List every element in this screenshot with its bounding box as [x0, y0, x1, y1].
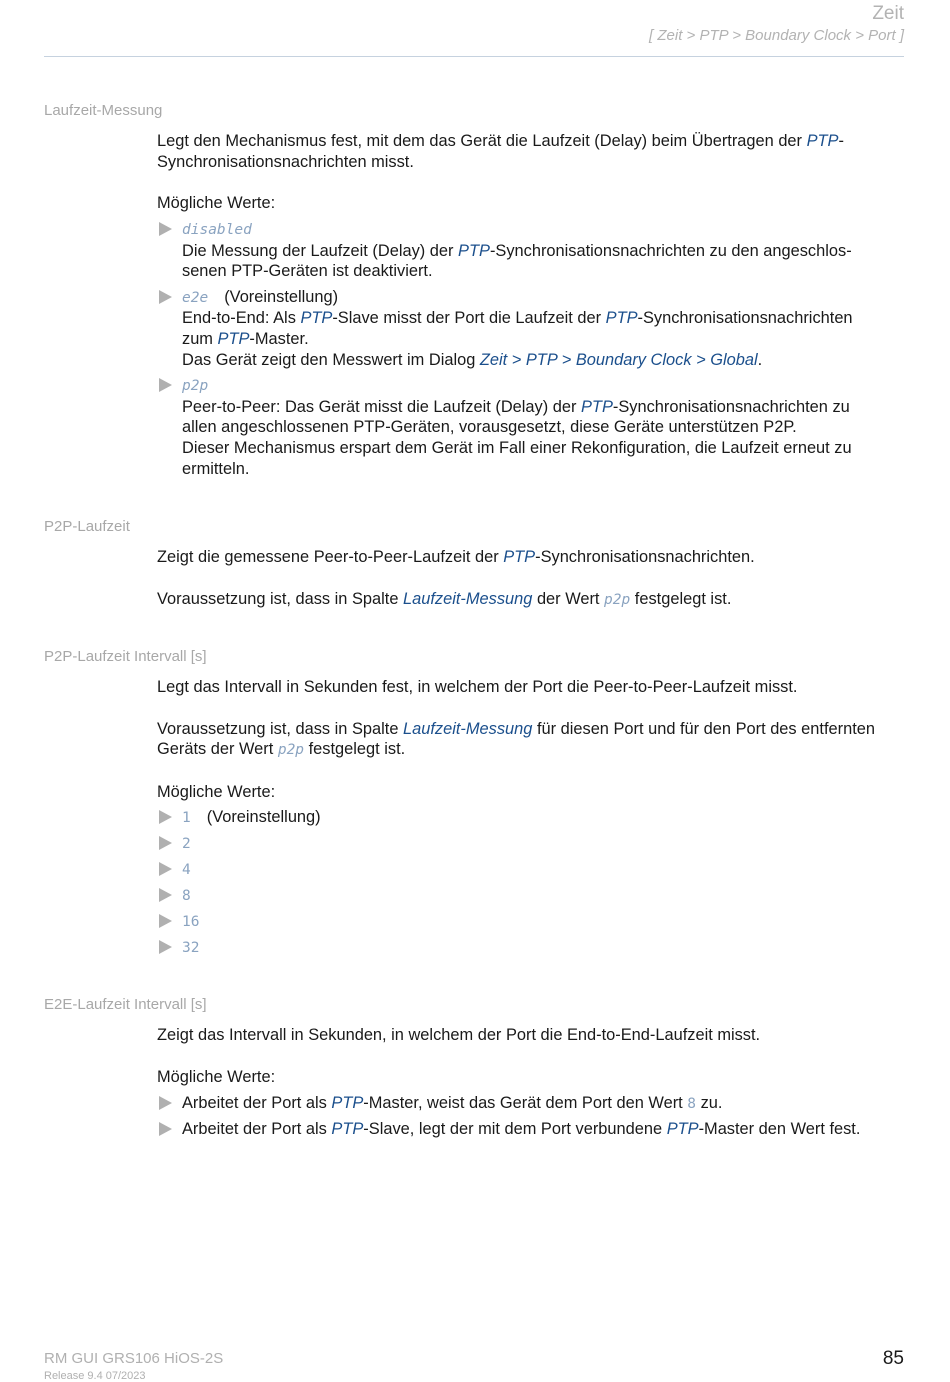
description-paragraph: Zeigt die gemessene Peer-to-Peer-Laufzeit der PTP-Synchronisationsnachrichten.: [157, 548, 755, 566]
section-e2e-intervall-body: [157, 1025, 904, 1087]
section-label-e2e-intervall: E2E-Laufzeit Intervall [s]: [44, 996, 207, 1013]
list-item: disabled Die Messung der Laufzeit (Delay) der PTP-Synchronisationsnachrichten zu den angeschlos- senen PTP-Geräten ist deaktiviert.: [157, 219, 904, 282]
section-laufzeit-messung-intro: [157, 131, 904, 214]
page-number: 85: [882, 1348, 904, 1369]
value-code: disabled: [182, 222, 252, 238]
bullet-triangle-icon: [159, 378, 172, 392]
footer-release: Release 9.4 07/2023: [44, 1370, 146, 1382]
list-item: e2e (Voreinstellung) End-to-End: Als PTP-Slave misst der Port die Laufzeit der PTP-Synchronisationsnachrichten zum PTP-Master. Das Gerät zeigt den Messwert im Dialog Zeit > PTP > Boundary Clock > Global.: [157, 287, 904, 370]
footer-document-name: RM GUI GRS106 HiOS-2S: [44, 1350, 224, 1367]
breadcrumb: [ Zeit > PTP > Boundary Clock > Port ]: [649, 27, 904, 44]
column-link[interactable]: Laufzeit-Messung: [403, 589, 533, 608]
laufzeit-messung-values-list: [157, 219, 904, 479]
list-item: 16: [157, 911, 904, 937]
section-p2p-laufzeit-body: [157, 547, 904, 610]
values-heading: Mögliche Werte:: [157, 782, 276, 801]
list-item: Arbeitet der Port als PTP-Slave, legt der mit dem Port verbundene PTP-Master den Wert fest.: [157, 1119, 904, 1145]
value-code: p2p: [182, 378, 209, 395]
bullet-triangle-icon: [159, 290, 172, 304]
bullet-triangle-icon: [159, 914, 172, 928]
bullet-triangle-icon: [159, 810, 172, 824]
bullet-triangle-icon: [159, 888, 172, 902]
section-label-laufzeit-messung: Laufzeit-Messung: [44, 102, 163, 119]
column-link[interactable]: Laufzeit-Messung: [403, 719, 533, 738]
values-heading: Mögliche Werte:: [157, 194, 276, 213]
ptp-term: PTP: [806, 132, 839, 150]
bullet-triangle-icon: [159, 1096, 172, 1110]
bullet-triangle-icon: [159, 222, 172, 236]
default-marker: (Voreinstellung): [206, 808, 321, 826]
bullet-triangle-icon: [159, 862, 172, 876]
default-marker: (Voreinstellung): [224, 287, 339, 306]
e2e-intervall-values-list: [157, 1093, 904, 1145]
list-item: 4: [157, 859, 904, 885]
list-item: 8: [157, 885, 904, 911]
prerequisite-paragraph: Voraussetzung ist, dass in Spalte Laufzeit-Messung der Wert p2p festgelegt ist.: [157, 589, 732, 608]
bullet-triangle-icon: [159, 940, 172, 954]
section-label-p2p-laufzeit: P2P-Laufzeit: [44, 518, 130, 535]
description-paragraph: Legt das Intervall in Sekunden fest, in welchem der Port die Peer-to-Peer-Laufzeit misst.: [157, 678, 798, 696]
bullet-triangle-icon: [159, 1122, 172, 1136]
p2p-intervall-values-list: [157, 807, 904, 963]
list-item: 2: [157, 833, 904, 859]
dialog-link[interactable]: Zeit > PTP > Boundary Clock > Global: [479, 350, 758, 369]
bullet-triangle-icon: [159, 836, 172, 850]
values-heading: Mögliche Werte:: [157, 1067, 276, 1086]
list-item: p2p Peer-to-Peer: Das Gerät misst die Laufzeit (Delay) der PTP-Synchronisationsnachrichten zu allen angeschlossenen PTP-Geräten, vorausgesetzt, diese Geräte unterstützen P2P. Dieser Mechanismus erspart dem Gerät im Fall einer Rekonfiguration, die Laufzeit erneut zu ermitteln.: [157, 375, 904, 479]
header-divider: [44, 56, 904, 57]
section-label-p2p-intervall: P2P-Laufzeit Intervall [s]: [44, 648, 207, 665]
list-item: 32: [157, 937, 904, 963]
chapter-title: Zeit: [872, 3, 904, 24]
section-p2p-intervall-body: [157, 677, 904, 802]
list-item: Arbeitet der Port als PTP-Master, weist das Gerät dem Port den Wert 8 zu.: [157, 1093, 904, 1119]
list-item: 1 (Voreinstellung): [157, 807, 904, 833]
prerequisite-paragraph: Voraussetzung ist, dass in Spalte Laufzeit-Messung für diesen Port und für den Port des entfernten Geräts der Wert p2p festgelegt ist.: [157, 719, 875, 759]
value-code: e2e: [182, 289, 209, 306]
intro-paragraph: Legt den Mechanismus fest, mit dem das Gerät die Laufzeit (Delay) beim Übertragen der PTP- Synchronisationsnachrichten misst.: [157, 132, 844, 171]
description-paragraph: Zeigt das Intervall in Sekunden, in welchem der Port die End-to-End-Laufzeit misst.: [157, 1026, 761, 1044]
